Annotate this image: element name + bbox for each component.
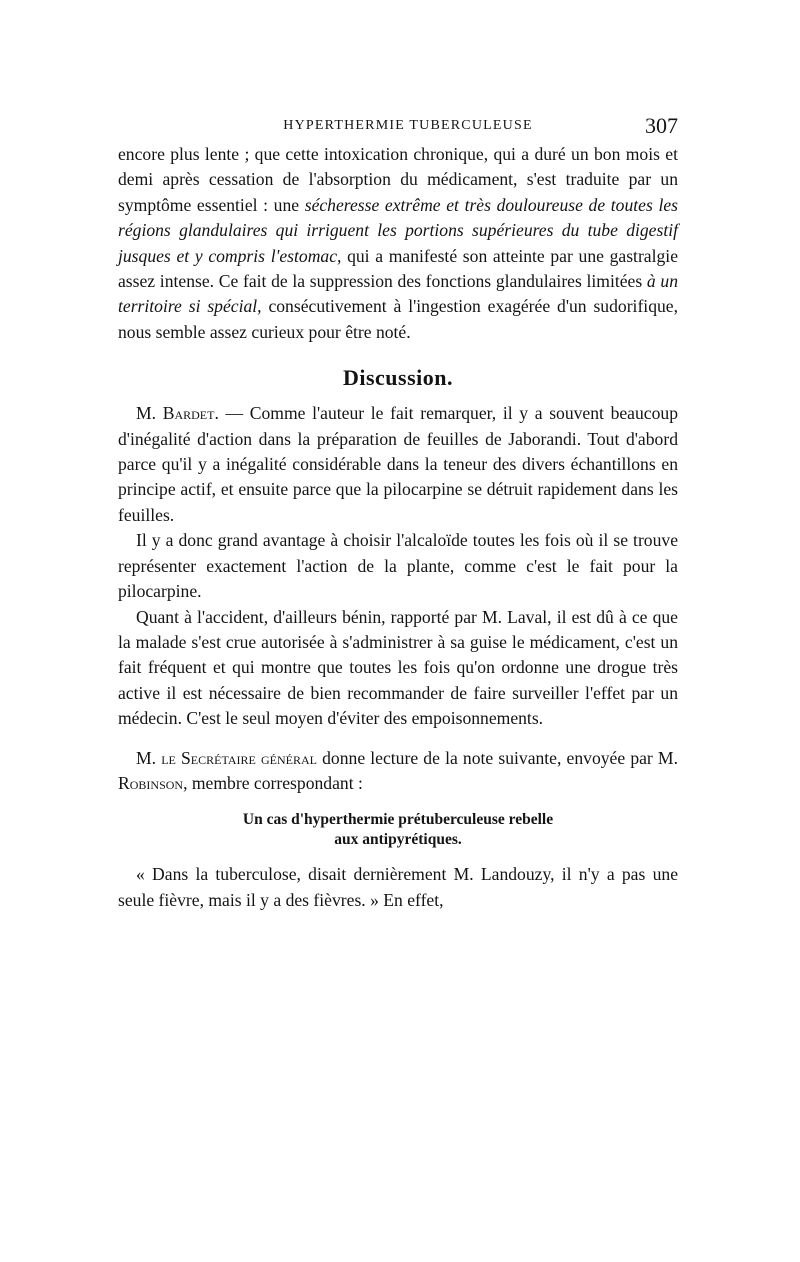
para2-text-2: . — Comme l'auteur le fait remarquer, il y a souvent beaucoup d'inégalité d'action dans la préparation de feuilles de Jaborandi. Tout d'abord parce qu'il y a inégalité considérable dans la teneur des divers échantillons en principe actif, et ensuite parce que la pilocarpine se détruit rapidement dans les feuilles. xyxy=(118,403,678,525)
para1-text-1: encore plus lente ; que cette intoxication chronique, qui a duré un bon mois et demi après cessation de l'absorption du médicament, s'est traduite par un symptôme essentiel : une xyxy=(118,144,678,215)
paragraph-alcaloide: Il y a donc grand avantage à choisir l'alcaloïde toutes les fois où il se trouve représenter exactement l'action de la plante, comme c'est le fait pour la pilocarpine. xyxy=(118,530,678,602)
paragraph-accident: Quant à l'accident, d'ailleurs bénin, rapporté par M. Laval, il est dû à ce que la malade s'est crue autorisée à s'administrer à sa guise le médicament, c'est un fait fréquent et qui montre que toutes les fois qu'on ordonne une drogue très active il est nécessaire de bien recommander de faire surveiller l'effet par un médecin. C'est le seul moyen d'éviter des empoisonnements. xyxy=(118,606,678,729)
para1-italic-2: à un territoire si spécial, xyxy=(118,271,678,317)
para1-italic-1: sécheresse extrême et très douloureuse de toutes les régions glandulaires qui irriguent les portions supérieures du tube digestif jusques et y compris l'estomac, xyxy=(118,194,678,266)
para5-text-3: , membre correspondant : xyxy=(183,772,363,793)
note-title-line-2: aux antipyrétiques. xyxy=(334,831,462,849)
author-name-robinson: Robinson xyxy=(118,772,184,793)
paragraph-intoxication xyxy=(118,142,678,345)
para2-text-1: M. xyxy=(136,403,163,424)
note-title xyxy=(118,810,678,850)
book-page xyxy=(118,110,678,913)
page-header xyxy=(118,110,678,142)
speaker-name-bardet: Bardet xyxy=(162,403,215,424)
paragraph-bardet xyxy=(118,401,678,528)
para1-text-3: consécutivement à l'ingestion exagérée d'un sudorifique, nous semble assez curieux pour être noté. xyxy=(118,296,678,342)
secretary-title: le Secrétaire général xyxy=(161,747,317,768)
page-number: 307 xyxy=(645,113,678,138)
discussion-heading: Discussion. xyxy=(342,365,454,391)
paragraph-secretaire xyxy=(118,746,678,797)
para5-text-2: donne lecture de la note suivante, envoyée par M. xyxy=(316,747,678,768)
note-title-line-1: Un cas d'hyperthermie prétuberculeuse rebelle xyxy=(242,811,554,829)
para5-text-1: M. xyxy=(136,747,162,768)
running-head: HYPERTHERMIE TUBERCULEUSE xyxy=(283,118,533,133)
paragraph-landouzy: « Dans la tuberculose, disait dernièrement M. Landouzy, il n'y a pas une seule fièvre, mais il y a des fièvres. » En effet, xyxy=(118,864,678,910)
spacer xyxy=(118,732,678,746)
para1-text-2: qui a manifesté son atteinte par une gastralgie assez intense. Ce fait de la suppression des fonctions glandulaires limitées xyxy=(118,245,678,292)
